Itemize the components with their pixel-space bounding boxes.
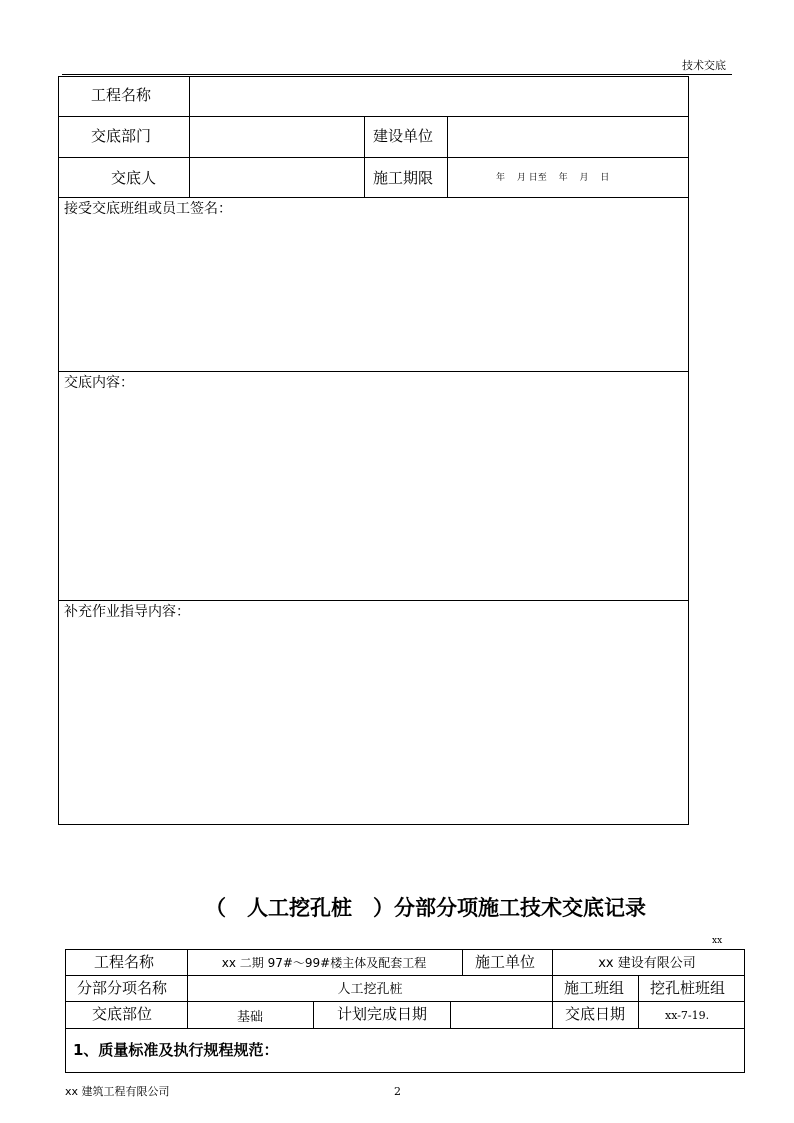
table2-row-divider (65, 1001, 745, 1002)
form1-bottom-border (58, 824, 689, 825)
quality-standards-heading: 1、质量标准及执行规程规范： (73, 1041, 279, 1059)
signatures-area[interactable] (60, 220, 686, 368)
disclosure-dept-label: 交底部门 (91, 127, 152, 145)
table2-left-border (65, 949, 66, 1073)
form1-row-divider (58, 197, 689, 198)
subitem-label: 分部分项名称 (77, 979, 168, 997)
project-label: 工程名称 (94, 953, 155, 971)
project-value: xx 二期 97#～99#楼主体及配套工程 (221, 956, 427, 970)
table2-col-divider (638, 975, 639, 1028)
builder-label: 建设单位 (373, 127, 434, 145)
signatures-label: 接受交底班组或员工签名： (64, 201, 232, 217)
table2-top-border (65, 949, 745, 950)
plan-label: 计划完成日期 (337, 1005, 428, 1023)
corner-note: xx (712, 936, 723, 946)
table2-col-divider (462, 949, 463, 975)
header-rule (62, 74, 732, 75)
disclosure-person-field[interactable] (198, 171, 358, 189)
table2-col-divider (552, 949, 553, 1028)
date-value: xx-7-19. (665, 1009, 710, 1022)
part-label: 交底部位 (92, 1005, 153, 1023)
table2-col-divider (450, 1001, 451, 1028)
content-label: 交底内容： (64, 375, 134, 391)
form1-col-divider (189, 76, 190, 197)
period-field[interactable]: 年 月 日至 年 月 日 (496, 173, 610, 183)
team-value: 挖孔桩班组 (650, 979, 726, 997)
header-label: 技术交底 (682, 59, 726, 72)
date-label: 交底日期 (565, 1005, 626, 1023)
form1-row-divider (58, 157, 689, 158)
part-value: 基础 (237, 1010, 264, 1025)
team-label: 施工班组 (564, 979, 625, 997)
table2-right-border (744, 949, 745, 1073)
disclosure-person-label: 交底人 (111, 169, 157, 187)
table2-row-divider (65, 1028, 745, 1029)
footer-page-number: 2 (394, 1085, 401, 1098)
supplement-area[interactable] (60, 623, 686, 821)
form1-right-border (688, 76, 689, 825)
constructor-value: xx 建设有限公司 (598, 956, 696, 971)
form1-col-divider (364, 116, 365, 197)
disclosure-dept-field[interactable] (198, 130, 358, 148)
table2-bottom-border (65, 1072, 745, 1073)
table2-col-divider (187, 949, 188, 1028)
period-label: 施工期限 (373, 169, 434, 187)
record-title: （ 人工挖孔桩 ）分部分项施工技术交底记录 (205, 895, 646, 920)
form1-col-divider (447, 116, 448, 197)
table2-row-divider (65, 975, 745, 976)
form1-left-border (58, 76, 59, 825)
form1-top-border (58, 76, 689, 77)
constructor-label: 施工单位 (475, 953, 536, 971)
subitem-value: 人工挖孔桩 (337, 982, 403, 997)
form1-section-divider (58, 371, 689, 372)
table2-col-divider (313, 1001, 314, 1028)
form1-section-divider (58, 600, 689, 601)
form1-row-divider (58, 116, 689, 117)
builder-field[interactable] (455, 130, 680, 148)
project-name-label: 工程名称 (91, 86, 152, 104)
supplement-label: 补充作业指导内容： (64, 604, 190, 620)
project-name-field[interactable] (198, 89, 678, 107)
footer-company: xx 建筑工程有限公司 (65, 1085, 170, 1098)
content-area[interactable] (60, 394, 686, 597)
